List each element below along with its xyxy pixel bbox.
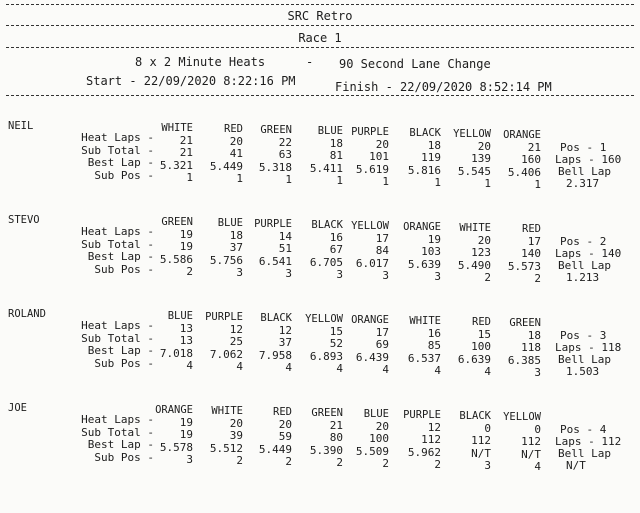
sub-pos: 2: [236, 454, 243, 467]
sub-total: 100: [471, 340, 491, 353]
lane-color: ORANGE: [503, 129, 541, 141]
sub-pos: 1: [484, 177, 491, 190]
sub-total: 39: [229, 429, 243, 442]
sub-total: 85: [427, 339, 441, 352]
final-pos: Pos - 4: [560, 423, 607, 436]
heat-laps: 12: [229, 322, 243, 336]
sub-total: 67: [329, 243, 343, 256]
sub-total: 51: [278, 242, 292, 255]
heat-laps-label: Heat Laps -: [81, 131, 154, 144]
best-lap: 6.705: [309, 255, 343, 269]
heat-laps: 20: [375, 137, 389, 151]
lane-color: BLACK: [459, 410, 491, 422]
sub-total: 37: [278, 336, 292, 349]
sub-total: 21: [179, 146, 193, 159]
sub-total: 80: [329, 431, 343, 444]
best-lap: 5.321: [159, 158, 193, 172]
lane-color: BLUE: [317, 125, 343, 137]
best-lap: 5.318: [258, 160, 292, 174]
best-lap: 5.619: [355, 162, 389, 176]
lane-color: PURPLE: [351, 126, 389, 138]
sub-total-label: Sub Total -: [81, 425, 154, 439]
sub-total: 119: [421, 151, 441, 164]
sub-total: 101: [369, 150, 389, 163]
lane-color: WHITE: [161, 122, 193, 134]
sub-pos: 3: [534, 366, 541, 379]
heat-laps: 18: [427, 138, 441, 152]
heat-laps: 21: [527, 140, 541, 154]
lane-color: GREEN: [260, 124, 292, 136]
heat-laps: 17: [375, 325, 389, 339]
heat-laps-label: Heat Laps -: [81, 319, 154, 332]
sub-pos: 4: [186, 359, 193, 372]
heat-laps: 16: [427, 326, 441, 340]
heat-laps: 12: [427, 420, 441, 434]
separator-dashes: [6, 47, 634, 48]
lane-color: RED: [522, 223, 541, 235]
heat-laps: 12: [278, 323, 292, 337]
sub-pos: 2: [484, 271, 491, 284]
heat-column: [329, 220, 389, 283]
separator-dashes: [6, 4, 634, 5]
heat-column: [329, 126, 389, 189]
sub-pos: 4: [336, 362, 343, 375]
final-laps: Laps - 112: [555, 435, 622, 448]
final-pos: Pos - 3: [560, 329, 607, 342]
lane-color: BLUE: [363, 408, 389, 420]
report-title: SRC Retro: [287, 9, 353, 23]
best-lap: 7.018: [159, 346, 193, 360]
best-lap: 6.893: [309, 349, 343, 363]
heat-laps: 17: [527, 234, 541, 248]
best-lap: 5.816: [407, 163, 441, 177]
sub-total: 25: [229, 335, 243, 348]
heat-laps: 19: [179, 227, 193, 241]
best-lap: 6.439: [355, 350, 389, 364]
best-lap: 5.411: [309, 161, 343, 175]
final-laps: Laps - 140: [555, 247, 622, 260]
sub-pos: 1: [186, 171, 193, 184]
best-lap: 5.578: [159, 440, 193, 454]
sub-total: 13: [179, 334, 193, 347]
racer-block: [0, 400, 640, 490]
heat-laps: 20: [375, 419, 389, 433]
racer-name: NEIL: [8, 120, 34, 132]
sub-pos: 2: [186, 265, 193, 278]
best-lap: 6.639: [457, 352, 491, 366]
lane-color: BLUE: [217, 217, 243, 229]
heat-column: [329, 314, 389, 377]
heat-column: [481, 223, 541, 286]
heat-laps: 18: [229, 228, 243, 242]
sub-pos: 4: [434, 364, 441, 377]
best-lap: 5.756: [209, 253, 243, 267]
heat-laps-label: Heat Laps -: [81, 225, 154, 238]
bell-lap-label: Bell Lap: [558, 165, 611, 178]
sub-total: 103: [421, 245, 441, 258]
best-lap: N/T: [471, 446, 491, 460]
sub-total: 37: [229, 241, 243, 254]
racer-block: [0, 212, 640, 302]
heats-info: 8 x 2 Minute Heats: [135, 55, 266, 69]
lane-color: PURPLE: [254, 218, 292, 230]
final-laps: Laps - 118: [555, 341, 622, 354]
sub-pos: 1: [236, 172, 243, 185]
sub-pos: 4: [236, 360, 243, 373]
lane-color: RED: [472, 316, 491, 328]
sub-pos: 3: [336, 268, 343, 281]
lane-color: BLACK: [311, 219, 343, 231]
best-lap: 5.406: [507, 165, 541, 179]
best-lap: 5.390: [309, 443, 343, 457]
sub-pos: 2: [336, 456, 343, 469]
heat-laps: 13: [179, 321, 193, 335]
lane-color: ORANGE: [403, 221, 441, 233]
heat-column: [481, 129, 541, 192]
lane-color: BLUE: [167, 310, 193, 322]
sub-total-label: Sub Total -: [81, 237, 154, 251]
sub-pos: 2: [534, 272, 541, 285]
bell-lap-label: Bell Lap: [558, 259, 611, 272]
final-pos: Pos - 2: [560, 235, 607, 248]
best-lap: 5.639: [407, 257, 441, 271]
best-lap: 6.385: [507, 353, 541, 367]
lane-color: BLACK: [409, 127, 441, 139]
sub-total: 69: [375, 338, 389, 351]
sub-pos: 3: [484, 459, 491, 472]
best-lap: 5.962: [407, 445, 441, 459]
sub-pos: 4: [285, 361, 292, 374]
heat-laps: 15: [477, 327, 491, 341]
sub-total: 59: [278, 430, 292, 443]
lane-color: YELLOW: [453, 128, 491, 140]
racer-block: [0, 118, 640, 208]
lane-color: ORANGE: [155, 404, 193, 416]
lane-color: RED: [273, 406, 292, 418]
heat-laps: 21: [179, 133, 193, 147]
heat-laps: 20: [477, 233, 491, 247]
best-lap-label: Best Lap -: [87, 438, 154, 451]
best-lap: 5.509: [355, 444, 389, 458]
best-lap: N/T: [521, 447, 541, 461]
separator-dashes: [6, 25, 634, 26]
lane-color: BLACK: [260, 312, 292, 324]
heat-laps: 21: [329, 418, 343, 432]
sub-pos: 3: [285, 267, 292, 280]
sub-pos: 3: [236, 266, 243, 279]
lane-change-info: 90 Second Lane Change: [339, 57, 491, 71]
bell-lap-value: 1.503: [566, 365, 600, 378]
heat-laps-label: Heat Laps -: [81, 413, 154, 426]
heat-laps: 15: [329, 324, 343, 338]
sub-pos-label: Sub Pos -: [94, 262, 154, 276]
heat-laps: 14: [278, 229, 292, 243]
heat-laps: 20: [229, 416, 243, 430]
lane-color: PURPLE: [205, 311, 243, 323]
sub-pos: 3: [382, 269, 389, 282]
sub-total: 84: [375, 244, 389, 257]
sub-total: 19: [179, 240, 193, 253]
sub-total: 123: [471, 246, 491, 259]
sub-pos: 1: [382, 175, 389, 188]
separator-dashes: [6, 95, 634, 96]
heat-laps: 20: [278, 417, 292, 431]
sub-pos: 1: [285, 173, 292, 186]
sub-total: 112: [421, 433, 441, 446]
sub-total: 140: [521, 247, 541, 260]
best-lap: 5.586: [159, 252, 193, 266]
best-lap: 5.490: [457, 258, 491, 272]
best-lap: 7.062: [209, 347, 243, 361]
sub-pos-label: Sub Pos -: [94, 168, 154, 182]
final-laps: Laps - 160: [555, 153, 622, 166]
sub-total: 118: [521, 341, 541, 354]
start-time: Start - 22/09/2020 8:22:16 PM: [86, 74, 296, 88]
best-lap: 5.573: [507, 259, 541, 273]
lane-color: GREEN: [311, 407, 343, 419]
heat-laps: 0: [484, 421, 491, 435]
heat-laps: 17: [375, 231, 389, 245]
bell-lap-value: 2.317: [566, 177, 600, 190]
heat-laps: 18: [527, 328, 541, 342]
sub-pos: 1: [434, 176, 441, 189]
sub-total: 112: [471, 434, 491, 447]
bell-lap-value: 1.213: [566, 271, 600, 284]
bell-lap-value: N/T: [566, 459, 586, 472]
best-lap-label: Best Lap -: [87, 156, 154, 169]
best-lap: 5.449: [258, 442, 292, 456]
heat-laps: 16: [329, 230, 343, 244]
heat-column: [481, 317, 541, 380]
heat-laps: 22: [278, 135, 292, 149]
sub-total: 112: [521, 435, 541, 448]
sub-pos: 2: [285, 455, 292, 468]
best-lap: 5.545: [457, 164, 491, 178]
sub-total: 160: [521, 153, 541, 166]
sub-pos: 2: [434, 458, 441, 471]
heat-laps: 20: [229, 134, 243, 148]
lane-color: WHITE: [211, 405, 243, 417]
heat-laps: 18: [329, 136, 343, 150]
sub-total: 81: [329, 149, 343, 162]
sub-total: 52: [329, 337, 343, 350]
lane-color: GREEN: [509, 317, 541, 329]
header-separator: -: [306, 55, 314, 69]
racer-block: [0, 306, 640, 396]
sub-pos-label: Sub Pos -: [94, 356, 154, 370]
best-lap: 6.537: [407, 351, 441, 365]
sub-pos: 1: [336, 174, 343, 187]
lane-color: PURPLE: [403, 409, 441, 421]
heat-column: [329, 408, 389, 471]
heat-laps: 19: [179, 415, 193, 429]
lane-color: WHITE: [409, 315, 441, 327]
sub-pos: 2: [382, 457, 389, 470]
sub-total: 19: [179, 428, 193, 441]
sub-total: 100: [369, 432, 389, 445]
best-lap: 6.541: [258, 254, 292, 268]
best-lap-label: Best Lap -: [87, 250, 154, 263]
finish-time: Finish - 22/09/2020 8:52:14 PM: [335, 80, 552, 94]
sub-total-label: Sub Total -: [81, 143, 154, 157]
lane-color: WHITE: [459, 222, 491, 234]
racer-name: JOE: [8, 402, 27, 414]
bell-lap-label: Bell Lap: [558, 447, 611, 460]
sub-pos: 3: [434, 270, 441, 283]
sub-total-label: Sub Total -: [81, 331, 154, 345]
sub-total: 63: [278, 148, 292, 161]
best-lap-label: Best Lap -: [87, 344, 154, 357]
racer-name: STEVO: [8, 214, 40, 226]
bell-lap-label: Bell Lap: [558, 353, 611, 366]
sub-pos: 4: [534, 460, 541, 473]
best-lap: 5.512: [209, 441, 243, 455]
heat-laps: 20: [477, 139, 491, 153]
sub-pos: 1: [534, 178, 541, 191]
lane-color: ORANGE: [351, 314, 389, 326]
lane-color: GREEN: [161, 216, 193, 228]
lane-color: YELLOW: [305, 313, 343, 325]
sub-pos-label: Sub Pos -: [94, 450, 154, 464]
sub-total: 139: [471, 152, 491, 165]
race-title: Race 1: [298, 31, 342, 45]
sub-pos: 3: [186, 453, 193, 466]
best-lap: 7.958: [258, 348, 292, 362]
final-pos: Pos - 1: [560, 141, 607, 154]
sub-pos: 4: [484, 365, 491, 378]
sub-total: 41: [229, 147, 243, 160]
heat-laps: 19: [427, 232, 441, 246]
lane-color: RED: [224, 123, 243, 135]
lane-color: YELLOW: [351, 220, 389, 232]
heat-laps: 0: [534, 422, 541, 436]
best-lap: 6.017: [355, 256, 389, 270]
racer-name: ROLAND: [8, 308, 46, 320]
sub-pos: 4: [382, 363, 389, 376]
best-lap: 5.449: [209, 159, 243, 173]
lane-color: YELLOW: [503, 411, 541, 423]
heat-column: [481, 411, 541, 474]
